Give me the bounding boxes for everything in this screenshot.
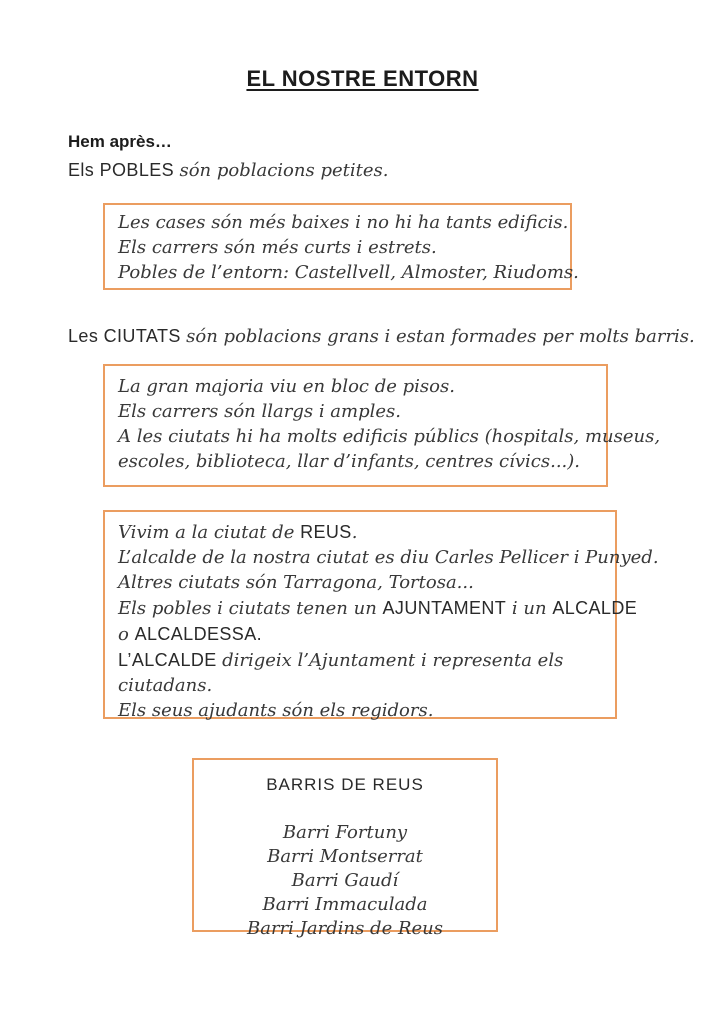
pobles-info-box	[103, 203, 579, 290]
text-line: Barri Immaculada	[262, 894, 428, 915]
text-line: Els carrers són més curts i estrets.	[118, 237, 437, 258]
text-line: L’alcalde de la nostra ciutat es diu Carles Pellicer i Punyed.	[118, 547, 659, 568]
text-line: Els pobles i ciutats tenen un AJUNTAMENT i un ALCALDE	[118, 598, 638, 619]
text-line: Barri Jardins de Reus	[247, 918, 443, 939]
text-line: Barri Montserrat	[267, 846, 423, 867]
text-line: A les ciutats hi ha molts edificis públics (hospitals, museus,	[118, 426, 661, 447]
page-title: EL NOSTRE ENTORN	[246, 66, 479, 91]
barris-de-reus-box	[192, 758, 498, 939]
text-line: Barri Gaudí	[291, 870, 399, 891]
text-line: escoles, biblioteca, llar d’infants, centres cívics...).	[118, 451, 581, 472]
lesson-subtitle: Hem après…	[68, 132, 172, 151]
reus-info-box	[103, 510, 659, 721]
text-line: Les cases són més baixes i no hi ha tants edificis.	[118, 212, 569, 233]
text-line: Els carrers són llargs i amples.	[118, 401, 401, 422]
ciutats-info-box	[103, 364, 661, 487]
text-line: Els POBLES són poblacions petites.	[68, 160, 389, 181]
text-line: Les CIUTATS són poblacions grans i estan formades per molts barris.	[68, 326, 695, 347]
text-line: Altres ciutats són Tarragona, Tortosa...	[118, 572, 474, 593]
text-line: ciutadans.	[118, 675, 213, 696]
text-line: Pobles de l’entorn: Castellvell, Almoster, Riudoms.	[118, 262, 579, 283]
barris-list	[194, 821, 496, 941]
text-line: La gran majoria viu en bloc de pisos.	[118, 376, 455, 397]
text-line: Vivim a la ciutat de REUS.	[118, 522, 358, 543]
text-line: Barri Fortuny	[282, 822, 408, 843]
text-line: Els seus ajudants són els regidors.	[118, 700, 434, 721]
text-line: o ALCALDESSA.	[118, 624, 263, 645]
ciutats-intro-line	[68, 324, 695, 350]
text-line: L’ALCALDE dirigeix l’Ajuntament i representa els	[118, 650, 564, 671]
pobles-intro-line	[68, 158, 388, 184]
barris-heading: BARRIS DE REUS	[266, 775, 424, 794]
